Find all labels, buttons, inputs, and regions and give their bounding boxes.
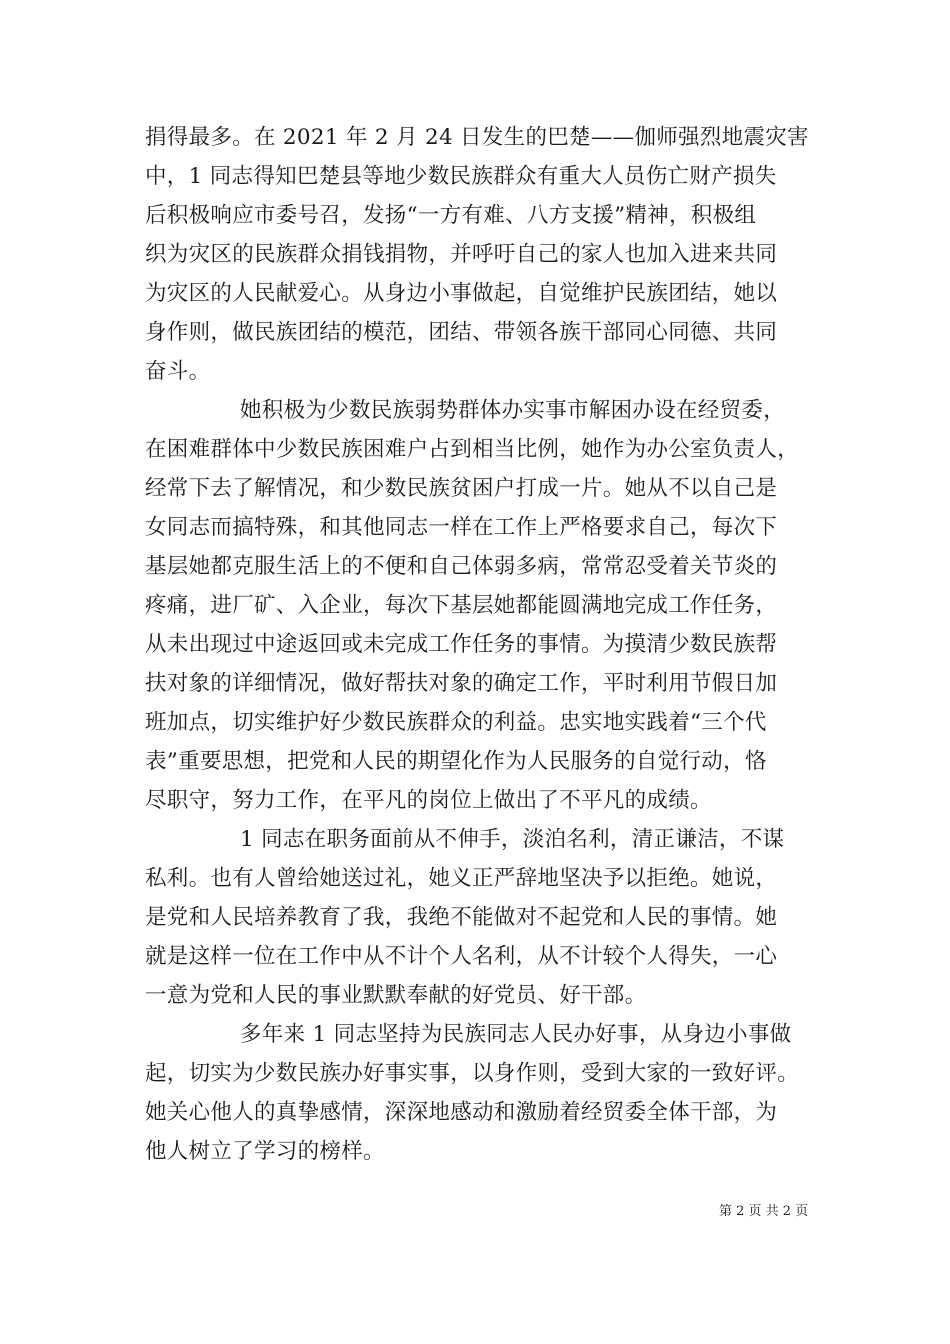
body-text <box>145 118 815 1171</box>
text-line: 是党和人民培养教育了我，我绝不能做对不起党和人民的事情。她 <box>145 905 778 930</box>
text-line: 女同志而搞特殊，和其他同志一样在工作上严格要求自己，每次下 <box>145 515 778 540</box>
text-line: 基层她都克服生活上的不便和自己体弱多病，常常忍受着关节炎的 <box>145 554 778 579</box>
text-line: 疼痛，进厂矿、入企业，每次下基层她都能圆满地完成工作任务， <box>145 593 778 618</box>
text-line: 织为灾区的民族群众捐钱捐物，并呼吁自己的家人也加入进来共同 <box>145 242 778 267</box>
paragraph-first-line: 多年来 1 同志坚持为民族同志人民办好事，从身边小事做 <box>240 1022 792 1047</box>
text-line: 在困难群体中少数民族困难户占到相当比例，她作为办公室负责人， <box>145 437 800 462</box>
page-number-footer: 第 2 页 共 2 页 <box>719 1204 809 1219</box>
text-line: 尽职守，努力工作，在平凡的岗位上做出了不平凡的成绩。 <box>145 788 712 813</box>
text-line: 就是这样一位在工作中从不计个人名利，从不计较个人得失，一心 <box>145 944 778 969</box>
text-line: 她关心他人的真挚感情，深深地感动和激励着经贸委全体干部，为 <box>145 1100 778 1125</box>
text-line: 起，切实为少数民族办好事实事，以身作则，受到大家的一致好评。 <box>145 1061 800 1086</box>
text-line: 他人树立了学习的榜样。 <box>145 1139 385 1164</box>
text-line: 捐得最多。在 2021 年 2 月 24 日发生的巴楚——伽师强烈地震灾害 <box>145 125 809 150</box>
text-line: 一意为党和人民的事业默默奉献的好党员、好干部。 <box>145 983 647 1008</box>
text-line: 班加点，切实维护好少数民族群众的利益。忠实地实践着“三个代 <box>145 710 767 735</box>
text-line: 奋斗。 <box>145 359 211 384</box>
text-line: 身作则，做民族团结的模范，团结、带领各族干部同心同德、共同 <box>145 320 778 345</box>
text-line: 为灾区的人民献爱心。从身边小事做起，自觉维护民族团结，她以 <box>145 281 778 306</box>
text-line: 从未出现过中途返回或未完成工作任务的事情。为摸清少数民族帮 <box>145 632 778 657</box>
text-line: 后积极响应市委号召，发扬“一方有难、八方支援”精神，积极组 <box>145 203 757 228</box>
text-line: 经常下去了解情况，和少数民族贫困户打成一片。她从不以自己是 <box>145 476 778 501</box>
text-line: 扶对象的详细情况，做好帮扶对象的确定工作，平时利用节假日加 <box>145 671 778 696</box>
paragraph-first-line: 1 同志在职务面前从不伸手，淡泊名利，清正谦洁，不谋 <box>240 827 785 852</box>
text-line: 私利。也有人曾给她送过礼，她义正严辞地坚决予以拒绝。她说， <box>145 866 778 891</box>
text-line: 中，1 同志得知巴楚县等地少数民族群众有重大人员伤亡财产损失 <box>145 164 777 189</box>
paragraph-first-line: 她积极为少数民族弱势群体办实事市解困办设在经贸委， <box>240 398 786 423</box>
text-line: 表”重要思想，把党和人民的期望化作为人民服务的自觉行动，恪 <box>145 749 767 774</box>
